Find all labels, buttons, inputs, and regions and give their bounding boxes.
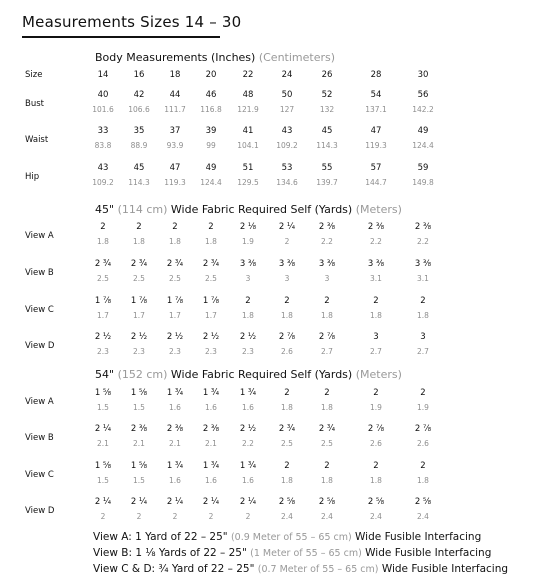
yards-value: 2 xyxy=(245,296,251,306)
body-measurements-heading xyxy=(95,51,335,64)
yards-value: 2 ⅝ xyxy=(414,497,432,507)
note-a-tail: Wide Fusible Interfacing xyxy=(355,531,482,543)
inch-value: 45 xyxy=(133,163,145,173)
yards-value: 3 ⅜ xyxy=(278,259,296,269)
yards-value: 1 ⅞ xyxy=(130,296,148,306)
yards-value: 2 ⅛ xyxy=(239,222,257,232)
inch-value: 40 xyxy=(97,90,109,100)
meters-value: 2.5 xyxy=(281,439,293,448)
note-cd-main: View C & D: ¾ Yard of 22 – 25" xyxy=(93,563,255,575)
yards-value: 2 ¾ xyxy=(318,424,336,434)
cm-value: 137.1 xyxy=(365,105,387,114)
yards-value: 2 xyxy=(420,296,426,306)
inch-value: 47 xyxy=(370,126,382,136)
yards-value: 2 ¼ xyxy=(202,497,220,507)
row-label: Waist xyxy=(25,135,49,145)
meters-value: 2.4 xyxy=(417,512,429,521)
meters-value: 1.8 xyxy=(281,403,293,412)
yards-value: 2 xyxy=(284,296,290,306)
size-value: 22 xyxy=(242,70,254,80)
yards-value: 2 ¼ xyxy=(278,222,296,232)
meters-value: 2.2 xyxy=(242,439,254,448)
yards-value: 1 ⅝ xyxy=(130,388,148,398)
yards-value: 2 xyxy=(324,461,330,471)
note-a-metric: (0.9 Meter of 55 – 65 cm) xyxy=(230,532,352,543)
meters-value: 2 xyxy=(284,237,290,246)
cm-value: 109.2 xyxy=(276,141,298,150)
interfacing-note-b xyxy=(93,547,491,559)
cm-value: 114.3 xyxy=(128,178,150,187)
yards-value: 2 xyxy=(284,461,290,471)
fabric-54-width: 54" xyxy=(95,368,115,381)
meters-value: 1.8 xyxy=(169,237,181,246)
inch-value: 43 xyxy=(97,163,109,173)
meters-value: 1.6 xyxy=(205,403,217,412)
size-value: 24 xyxy=(281,70,293,80)
row-label: Bust xyxy=(25,99,44,109)
meters-value: 1.8 xyxy=(281,311,293,320)
size-value: 18 xyxy=(169,70,181,80)
meters-value: 1.7 xyxy=(169,311,181,320)
cm-value: 99 xyxy=(206,141,216,150)
cm-value: 132 xyxy=(319,105,335,114)
cm-value: 119.3 xyxy=(164,178,186,187)
yards-value: 2 ⅞ xyxy=(318,332,336,342)
meters-value: 2.4 xyxy=(281,512,293,521)
meters-value: 1.5 xyxy=(97,476,109,485)
fabric-54-unit: (Meters) xyxy=(355,368,402,381)
cm-value: 129.5 xyxy=(237,178,259,187)
inch-value: 44 xyxy=(169,90,181,100)
meters-value: 1.8 xyxy=(321,476,333,485)
cm-value: 104.1 xyxy=(237,141,259,150)
view-label: View D xyxy=(25,506,55,516)
yards-value: 2 ¼ xyxy=(130,497,148,507)
yards-value: 2 ¾ xyxy=(94,259,112,269)
yards-value: 1 ¾ xyxy=(239,461,257,471)
meters-value: 1.5 xyxy=(97,403,109,412)
yards-value: 1 ⅝ xyxy=(130,461,148,471)
yards-value: 2 ⅜ xyxy=(166,424,184,434)
yards-value: 2 xyxy=(420,461,426,471)
meters-value: 2.2 xyxy=(321,237,333,246)
meters-value: 2.1 xyxy=(97,439,109,448)
fabric-54-cm: (152 cm) xyxy=(117,368,168,381)
yards-value: 3 ⅜ xyxy=(414,259,432,269)
meters-value: 1.8 xyxy=(97,237,109,246)
cm-value: 111.7 xyxy=(164,105,186,114)
cm-value: 142.2 xyxy=(412,105,434,114)
meters-value: 2.4 xyxy=(370,512,382,521)
cm-value: 119.3 xyxy=(365,141,387,150)
meters-value: 2.3 xyxy=(97,347,109,356)
meters-value: 3 xyxy=(324,274,330,283)
meters-value: 1.5 xyxy=(133,476,145,485)
inch-value: 39 xyxy=(205,126,217,136)
cm-value: 83.8 xyxy=(94,141,112,150)
meters-value: 1.8 xyxy=(281,476,293,485)
meters-value: 2.5 xyxy=(97,274,109,283)
meters-value: 1.7 xyxy=(97,311,109,320)
size-value: 16 xyxy=(133,70,145,80)
view-label: View C xyxy=(25,470,54,480)
yards-value: 3 xyxy=(373,332,379,342)
yards-value: 3 xyxy=(420,332,426,342)
inch-value: 53 xyxy=(281,163,293,173)
meters-value: 1.6 xyxy=(205,476,217,485)
meters-value: 2.7 xyxy=(370,347,382,356)
cm-value: 101.6 xyxy=(92,105,114,114)
inch-value: 42 xyxy=(133,90,145,100)
yards-value: 1 ¾ xyxy=(166,461,184,471)
meters-value: 3.1 xyxy=(417,274,429,283)
meters-value: 2.3 xyxy=(242,347,254,356)
interfacing-note-cd xyxy=(93,563,508,575)
meters-value: 1.6 xyxy=(169,403,181,412)
note-a-main: View A: 1 Yard of 22 – 25" xyxy=(93,531,228,543)
yards-value: 1 ¾ xyxy=(202,388,220,398)
meters-value: 2.7 xyxy=(321,347,333,356)
inch-value: 55 xyxy=(321,163,333,173)
cm-value: 121.9 xyxy=(237,105,259,114)
meters-value: 1.6 xyxy=(242,476,254,485)
meters-value: 1.8 xyxy=(321,311,333,320)
yards-value: 2 ½ xyxy=(94,332,112,342)
yards-value: 2 xyxy=(172,222,178,232)
yards-value: 1 ⅞ xyxy=(94,296,112,306)
meters-value: 1.8 xyxy=(242,311,254,320)
inch-value: 46 xyxy=(205,90,217,100)
inch-value: 52 xyxy=(321,90,333,100)
yards-value: 2 ⅞ xyxy=(414,424,432,434)
cm-value: 116.8 xyxy=(200,105,222,114)
cm-value: 134.6 xyxy=(276,178,298,187)
interfacing-note-a xyxy=(93,531,481,543)
cm-value: 139.7 xyxy=(316,178,338,187)
view-label: View A xyxy=(25,397,54,407)
meters-value: 3 xyxy=(245,274,251,283)
yards-value: 2 ½ xyxy=(239,332,257,342)
cm-value: 106.6 xyxy=(128,105,150,114)
yards-value: 2 ⅜ xyxy=(202,424,220,434)
size-label: Size xyxy=(25,70,43,80)
yards-value: 2 xyxy=(373,461,379,471)
inch-value: 43 xyxy=(281,126,293,136)
inch-value: 54 xyxy=(370,90,382,100)
yards-value: 2 ⅜ xyxy=(130,424,148,434)
meters-value: 2.7 xyxy=(417,347,429,356)
yards-value: 1 ⅞ xyxy=(202,296,220,306)
yards-value: 2 ⅝ xyxy=(318,497,336,507)
meters-value: 1.6 xyxy=(169,476,181,485)
meters-value: 1.6 xyxy=(242,403,254,412)
view-label: View D xyxy=(25,341,55,351)
note-cd-metric: (0.7 Meter of 55 – 65 cm) xyxy=(257,564,379,575)
size-value: 26 xyxy=(321,70,333,80)
inch-value: 50 xyxy=(281,90,293,100)
meters-value: 2.6 xyxy=(281,347,293,356)
yards-value: 2 xyxy=(373,388,379,398)
yards-value: 2 xyxy=(324,296,330,306)
meters-value: 1.7 xyxy=(205,311,217,320)
yards-value: 2 ½ xyxy=(130,332,148,342)
yards-value: 2 xyxy=(420,388,426,398)
cm-value: 124.4 xyxy=(200,178,222,187)
meters-value: 3.1 xyxy=(370,274,382,283)
title-underline xyxy=(22,36,220,38)
inch-value: 41 xyxy=(242,126,254,136)
inch-value: 59 xyxy=(417,163,429,173)
yards-value: 2 ¾ xyxy=(202,259,220,269)
meters-value: 1.7 xyxy=(133,311,145,320)
cm-value: 149.8 xyxy=(412,178,434,187)
yards-value: 2 ¾ xyxy=(278,424,296,434)
yards-value: 2 xyxy=(324,388,330,398)
yards-value: 2 ⅞ xyxy=(278,332,296,342)
yards-value: 2 ¾ xyxy=(166,259,184,269)
meters-value: 2.5 xyxy=(205,274,217,283)
yards-value: 1 ¾ xyxy=(202,461,220,471)
yards-value: 1 ⅝ xyxy=(94,461,112,471)
meters-value: 2.3 xyxy=(169,347,181,356)
meters-value: 1.9 xyxy=(242,237,254,246)
note-b-metric: (1 Meter of 55 – 65 cm) xyxy=(250,548,362,559)
cm-value: 88.9 xyxy=(130,141,148,150)
yards-value: 2 xyxy=(208,222,214,232)
size-value: 20 xyxy=(205,70,217,80)
meters-value: 1.8 xyxy=(417,311,429,320)
inch-value: 33 xyxy=(97,126,109,136)
meters-value: 3 xyxy=(284,274,290,283)
inch-value: 37 xyxy=(169,126,181,136)
cm-value: 93.9 xyxy=(166,141,184,150)
yards-value: 2 xyxy=(100,222,106,232)
inch-value: 56 xyxy=(417,90,429,100)
meters-value: 1.9 xyxy=(370,403,382,412)
yards-value: 1 ¾ xyxy=(239,388,257,398)
meters-value: 2.5 xyxy=(169,274,181,283)
fabric-45-width: 45" xyxy=(95,203,115,216)
meters-value: 1.8 xyxy=(417,476,429,485)
meters-value: 2.1 xyxy=(169,439,181,448)
cm-value: 144.7 xyxy=(365,178,387,187)
yards-value: 3 ⅜ xyxy=(318,259,336,269)
yards-value: 2 ¼ xyxy=(166,497,184,507)
fabric-45-text: Wide Fabric Required Self (Yards) xyxy=(170,203,353,216)
meters-value: 1.8 xyxy=(370,476,382,485)
meters-value: 2.5 xyxy=(321,439,333,448)
note-cd-tail: Wide Fusible Interfacing xyxy=(381,563,509,575)
meters-value: 1.8 xyxy=(133,237,145,246)
meters-value: 2.2 xyxy=(370,237,382,246)
meters-value: 2 xyxy=(172,512,178,521)
yards-value: 3 ⅜ xyxy=(367,259,385,269)
meters-value: 2.3 xyxy=(205,347,217,356)
meters-value: 2.6 xyxy=(370,439,382,448)
inch-value: 49 xyxy=(205,163,217,173)
yards-value: 2 ⅜ xyxy=(414,222,432,232)
yards-value: 2 ¼ xyxy=(94,424,112,434)
meters-value: 1.5 xyxy=(133,403,145,412)
inch-value: 47 xyxy=(169,163,181,173)
view-label: View B xyxy=(25,433,54,443)
body-heading-main: Body Measurements (Inches) xyxy=(95,51,256,64)
meters-value: 1.8 xyxy=(370,311,382,320)
fabric-54-text: Wide Fabric Required Self (Yards) xyxy=(170,368,353,381)
meters-value: 2 xyxy=(100,512,106,521)
fabric-45-unit: (Meters) xyxy=(355,203,402,216)
yards-value: 2 ¼ xyxy=(94,497,112,507)
cm-value: 114.3 xyxy=(316,141,338,150)
inch-value: 51 xyxy=(242,163,254,173)
size-value: 30 xyxy=(417,70,429,80)
page-title: Measurements Sizes 14 – 30 xyxy=(22,13,242,31)
inch-value: 35 xyxy=(133,126,145,136)
view-label: View B xyxy=(25,268,54,278)
yards-value: 2 ½ xyxy=(166,332,184,342)
meters-value: 2.3 xyxy=(133,347,145,356)
row-label: Hip xyxy=(25,172,40,182)
inch-value: 57 xyxy=(370,163,382,173)
size-value: 28 xyxy=(370,70,382,80)
yards-value: 1 ⅞ xyxy=(166,296,184,306)
view-label: View C xyxy=(25,305,54,315)
meters-value: 2 xyxy=(208,512,214,521)
meters-value: 1.8 xyxy=(321,403,333,412)
meters-value: 2.6 xyxy=(417,439,429,448)
yards-value: 2 xyxy=(373,296,379,306)
meters-value: 1.9 xyxy=(417,403,429,412)
yards-value: 2 ½ xyxy=(239,424,257,434)
inch-value: 48 xyxy=(242,90,254,100)
body-heading-sub: (Centimeters) xyxy=(258,51,336,64)
meters-value: 2.1 xyxy=(205,439,217,448)
yards-value: 2 ⅞ xyxy=(367,424,385,434)
cm-value: 127 xyxy=(279,105,295,114)
yards-value: 2 ⅜ xyxy=(318,222,336,232)
inch-value: 49 xyxy=(417,126,429,136)
meters-value: 2.5 xyxy=(133,274,145,283)
yards-value: 1 ¾ xyxy=(166,388,184,398)
fabric-54-heading xyxy=(95,368,402,381)
meters-value: 2.2 xyxy=(417,237,429,246)
cm-value: 109.2 xyxy=(92,178,114,187)
meters-value: 1.8 xyxy=(205,237,217,246)
inch-value: 45 xyxy=(321,126,333,136)
yards-value: 2 ¾ xyxy=(130,259,148,269)
yards-value: 2 ⅝ xyxy=(367,497,385,507)
meters-value: 2 xyxy=(136,512,142,521)
yards-value: 2 xyxy=(136,222,142,232)
fabric-45-cm: (114 cm) xyxy=(117,203,168,216)
meters-value: 2.1 xyxy=(133,439,145,448)
yards-value: 2 ⅜ xyxy=(367,222,385,232)
yards-value: 3 ⅜ xyxy=(239,259,257,269)
size-value: 14 xyxy=(97,70,109,80)
note-b-tail: Wide Fusible Interfacing xyxy=(365,547,492,559)
fabric-45-heading xyxy=(95,203,402,216)
yards-value: 2 ⅝ xyxy=(278,497,296,507)
meters-value: 2 xyxy=(245,512,251,521)
view-label: View A xyxy=(25,231,54,241)
yards-value: 2 ¼ xyxy=(239,497,257,507)
note-b-main: View B: 1 ⅛ Yards of 22 – 25" xyxy=(93,547,247,559)
cm-value: 124.4 xyxy=(412,141,434,150)
yards-value: 2 ½ xyxy=(202,332,220,342)
yards-value: 2 xyxy=(284,388,290,398)
yards-value: 1 ⅝ xyxy=(94,388,112,398)
meters-value: 2.4 xyxy=(321,512,333,521)
